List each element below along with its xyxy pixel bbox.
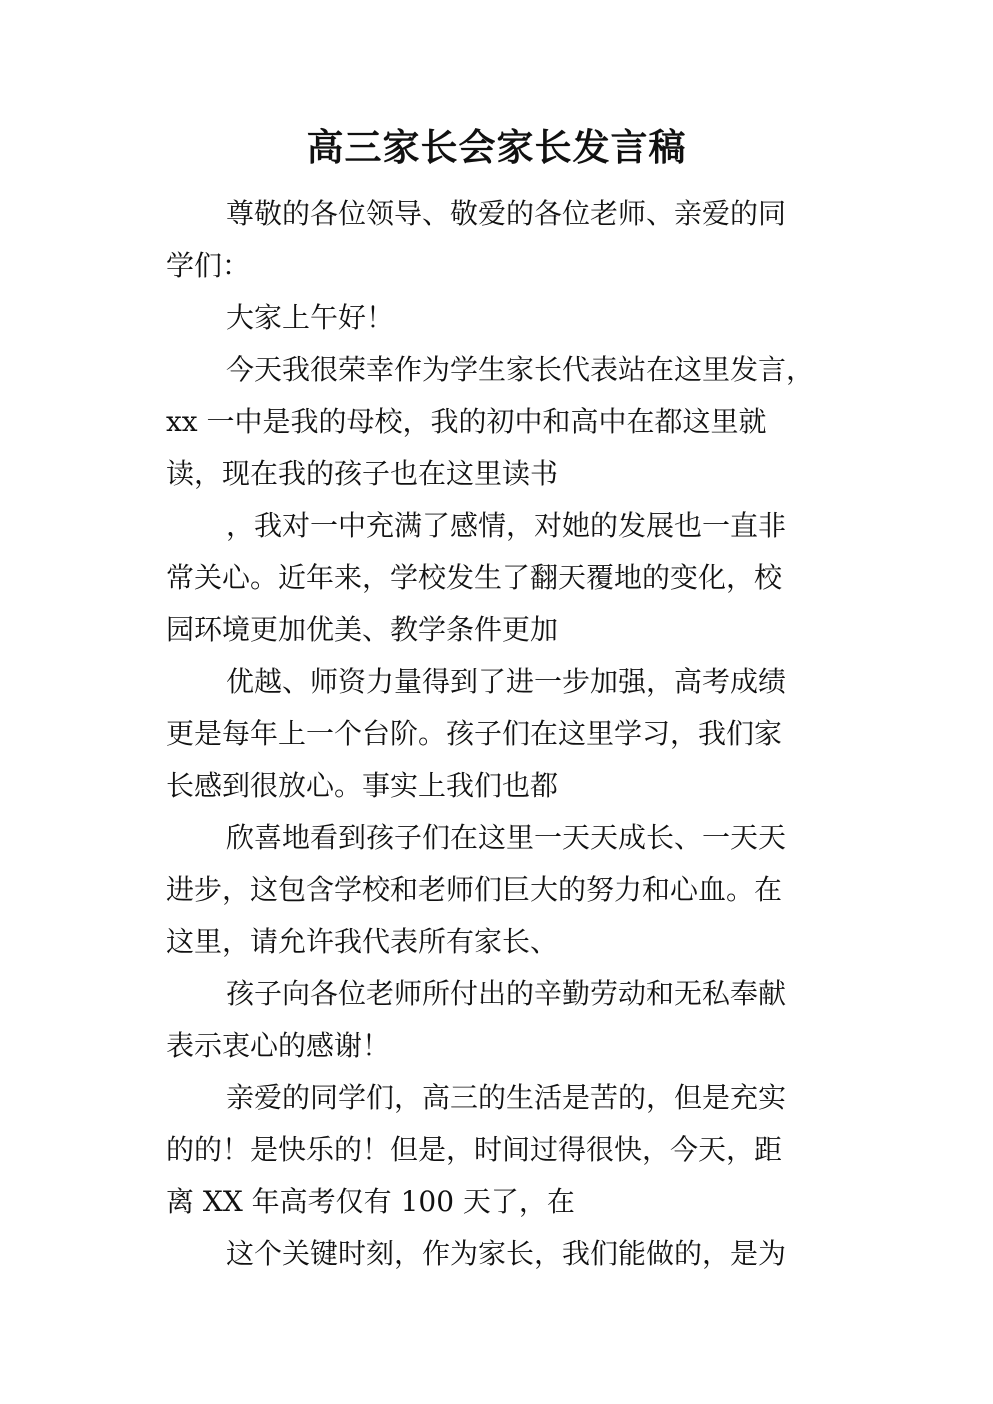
- text-line: ，我对一中充满了感情，对她的发展也一直非: [226, 509, 787, 542]
- text-line: 孩子向各位老师所付出的辛勤劳动和无私奉献: [226, 977, 787, 1010]
- text-line: 常关心。近年来，学校发生了翻天覆地的变化，校: [166, 561, 783, 594]
- text-line: 表示衷心的感谢！: [166, 1029, 391, 1062]
- text-line: 尊敬的各位领导、敬爱的各位老师、亲爱的同: [226, 197, 787, 230]
- document-title: 高三家长会家长发言稿: [306, 126, 687, 169]
- text-line: 长感到很放心。事实上我们也都: [166, 769, 559, 802]
- text-line: 欣喜地看到孩子们在这里一天天成长、一天天: [226, 821, 787, 854]
- text-line: 离 XX 年高考仅有 100 天了，在: [166, 1185, 575, 1218]
- text-line: 更是每年上一个台阶。孩子们在这里学习，我们家: [166, 717, 783, 750]
- text-line: 园环境更加优美、教学条件更加: [166, 613, 559, 646]
- text-line: 的的！是快乐的！但是，时间过得很快，今天，距: [166, 1133, 783, 1166]
- text-line: 读，现在我的孩子也在这里读书: [166, 457, 559, 490]
- text-line: 大家上午好！: [226, 301, 395, 334]
- text-line: 这个关键时刻，作为家长，我们能做的，是为: [226, 1237, 787, 1270]
- text-line: 优越、师资力量得到了进一步加强，高考成绩: [226, 665, 787, 698]
- text-line: xx 一中是我的母校，我的初中和高中在都这里就: [166, 405, 767, 438]
- text-line: 这里，请允许我代表所有家长、: [166, 925, 559, 958]
- text-line: 进步，这包含学校和老师们巨大的努力和心血。在: [166, 873, 783, 906]
- text-line: 亲爱的同学们，高三的生活是苦的，但是充实: [226, 1081, 787, 1114]
- document-body: [166, 188, 836, 1280]
- text-line: 今天我很荣幸作为学生家长代表站在这里发言，: [226, 353, 815, 386]
- text-line: 学们：: [166, 249, 251, 282]
